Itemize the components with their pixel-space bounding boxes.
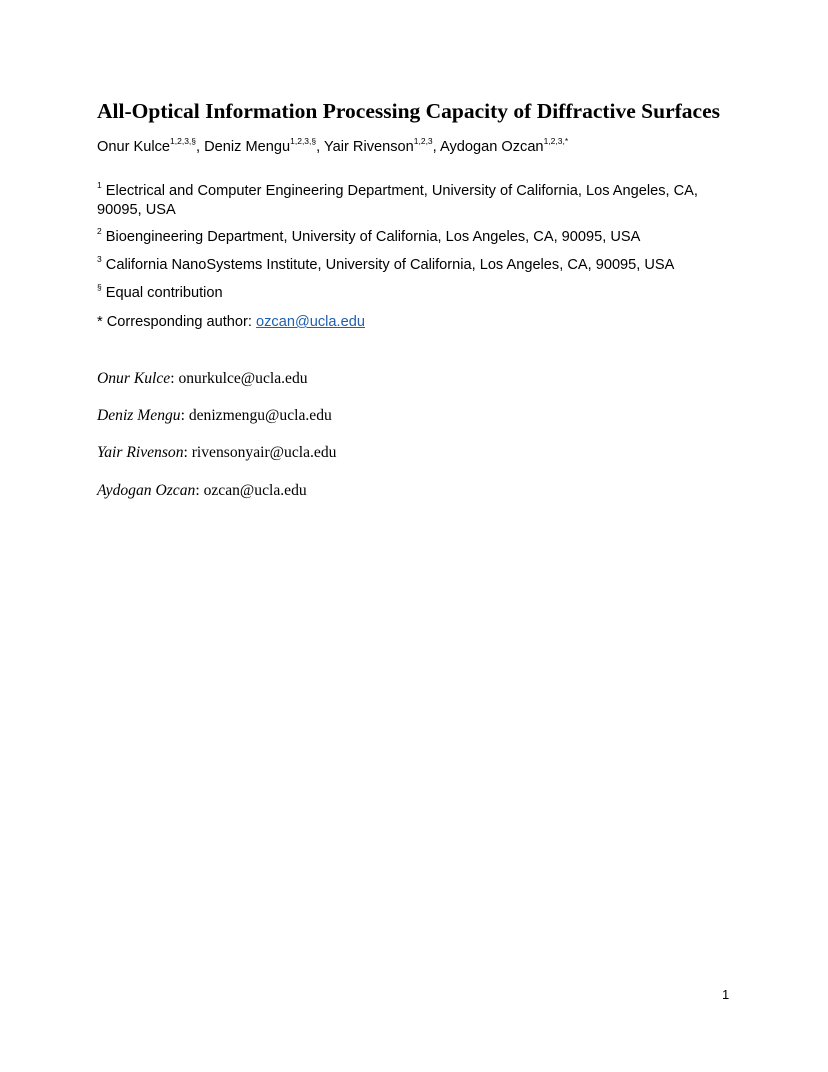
author-affiliation-marks: 1,2,3,* — [543, 136, 569, 147]
contact-separator: : — [195, 482, 204, 499]
contact-name: Deniz Mengu — [97, 407, 181, 424]
author-contact — [97, 369, 308, 389]
affiliation-text: Bioengineering Department, University of California, Los Angeles, CA, 90095, USA — [101, 229, 641, 245]
author-name: Yair Rivenson — [323, 139, 414, 155]
author-affiliation-marks: 1,2,3 — [413, 136, 433, 147]
author-separator: , — [432, 139, 440, 155]
author-separator: , — [196, 139, 205, 155]
affiliation-item — [97, 182, 737, 220]
affiliation-item — [97, 256, 674, 275]
contact-name: Aydogan Ozcan — [97, 482, 196, 499]
author-affiliation-marks: 1,2,3,§ — [170, 136, 197, 147]
corresponding-author — [97, 313, 365, 332]
author-contact — [97, 406, 332, 426]
author-name: Onur Kulce — [97, 139, 171, 155]
affiliation-text: Electrical and Computer Engineering Department, University of California, Los Angeles, CA, 90095, USA — [97, 183, 698, 218]
corresponding-email-link[interactable]: ozcan@ucla.edu — [256, 314, 365, 330]
contact-separator: : — [170, 370, 179, 387]
affiliation-item — [97, 228, 640, 247]
affiliation-text: Equal contribution — [101, 285, 223, 301]
affiliation-mark: 3 — [97, 254, 102, 265]
affiliation-item — [97, 284, 223, 303]
author-contact — [97, 481, 307, 501]
author-name: Deniz Mengu — [204, 139, 291, 155]
contact-email: ozcan@ucla.edu — [203, 482, 307, 499]
affiliation-text: California NanoSystems Institute, University of California, Los Angeles, CA, 90095, USA — [101, 257, 675, 273]
contact-separator: : — [180, 407, 189, 424]
contact-email: onurkulce@ucla.edu — [178, 370, 308, 387]
page-number: 1 — [722, 987, 730, 1002]
contact-name: Yair Rivenson — [97, 444, 184, 461]
affiliation-mark: 1 — [97, 180, 102, 191]
author-list — [97, 137, 568, 157]
affiliation-mark: § — [97, 282, 102, 293]
author-affiliation-marks: 1,2,3,§ — [290, 136, 317, 147]
author-name: Aydogan Ozcan — [439, 139, 544, 155]
paper-title: All-Optical Information Processing Capacity of Diffractive Surfaces — [97, 99, 720, 123]
contact-email: rivensonyair@ucla.edu — [191, 444, 337, 461]
contact-separator: : — [183, 444, 192, 461]
contact-name: Onur Kulce — [97, 370, 171, 387]
author-separator: , — [316, 139, 324, 155]
affiliation-mark: 2 — [97, 226, 102, 237]
author-contact — [97, 443, 336, 463]
contact-email: denizmengu@ucla.edu — [188, 407, 332, 424]
corresponding-author-label: * Corresponding author: — [97, 314, 257, 330]
